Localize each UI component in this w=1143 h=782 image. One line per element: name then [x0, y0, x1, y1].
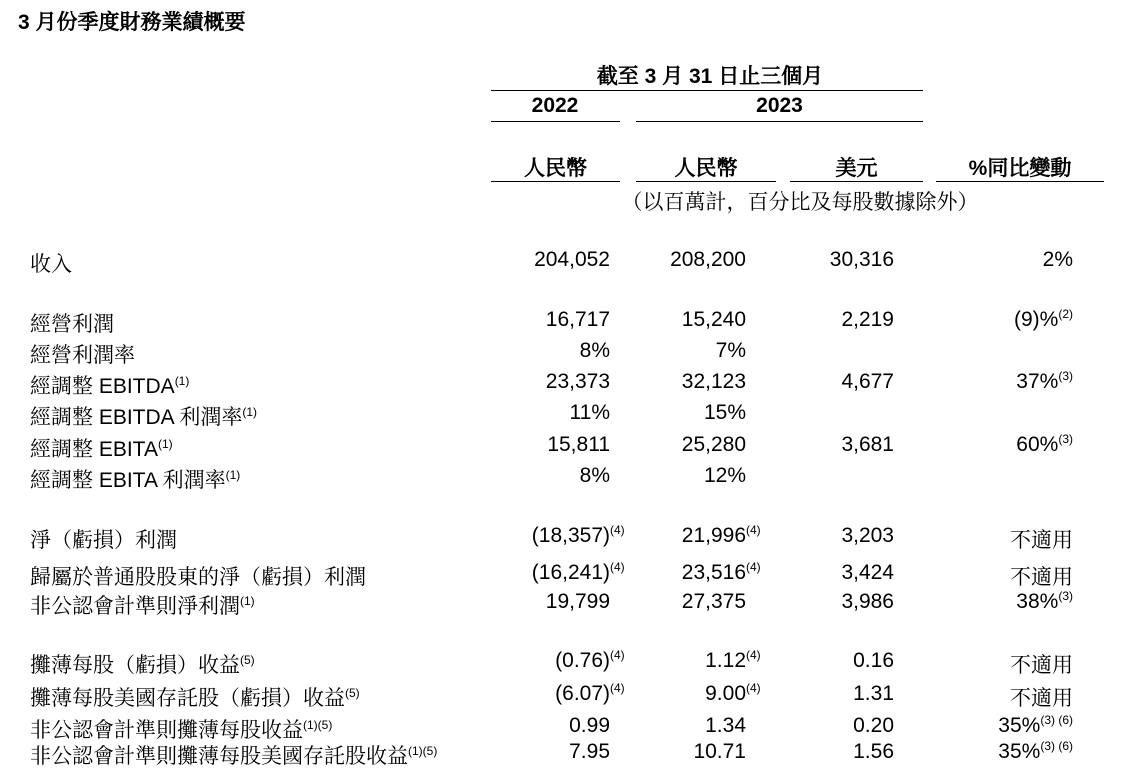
row-usd: [841, 308, 894, 332]
row-v2022-footnote: (4): [610, 648, 625, 662]
row-v2022: [580, 464, 610, 488]
row-v2022-text: 23,373: [545, 370, 610, 393]
row-label-text: 收入: [30, 253, 72, 276]
row-v2023: [670, 248, 746, 272]
row-v2022-text: 8%: [579, 339, 610, 362]
row-v2022: [580, 339, 610, 363]
col-rmb-2022-header: 人民幣: [524, 157, 587, 180]
col-usd-underline: [790, 181, 923, 182]
row-usd-text: 3,681: [841, 433, 894, 456]
col-rmb-2023-underline: [636, 181, 776, 182]
row-usd: [853, 682, 894, 706]
row-v2022: [569, 740, 610, 764]
row-v2022: [555, 682, 625, 706]
row-v2022-text: 15,811: [547, 433, 610, 456]
row-v2023: [704, 464, 746, 488]
row-label-footnote: (5): [240, 653, 255, 667]
row-yoy-text: 2%: [1042, 248, 1073, 271]
row-label-footnote: (1)(5): [303, 718, 333, 732]
row-v2022-text: 0.99: [569, 714, 610, 737]
row-yoy: [998, 714, 1073, 738]
row-v2023-footnote: (4): [746, 560, 761, 574]
row-yoy-text: 不適用: [1010, 566, 1073, 589]
row-v2022-text: 8%: [579, 464, 610, 487]
col-yoy-underline: [936, 181, 1104, 182]
row-v2023: [693, 740, 746, 764]
row-usd: [853, 714, 894, 738]
row-v2022: [546, 590, 610, 614]
row-yoy-text: 不適用: [1010, 687, 1073, 710]
row-usd-text: 0.16: [853, 649, 894, 672]
row-yoy-text: 60%: [1016, 433, 1059, 456]
row-usd: [841, 561, 894, 585]
row-v2023-text: 1.12: [705, 649, 746, 672]
row-yoy: [1010, 649, 1073, 679]
year-2022-underline: [491, 121, 620, 122]
row-v2022-text: (0.76): [555, 649, 610, 672]
row-yoy-footnote: (3) (6): [1040, 713, 1073, 727]
row-label-footnote: (1): [242, 405, 258, 419]
row-label-text: 經調整 EBITA: [30, 438, 158, 461]
row-v2022-text: (6.07): [555, 682, 610, 705]
row-v2023: [682, 433, 746, 457]
row-v2023-text: 7%: [715, 339, 746, 362]
row-usd-text: 1.31: [853, 682, 894, 705]
row-usd: [841, 433, 894, 457]
row-v2022: [532, 524, 625, 548]
row-label: [30, 524, 177, 554]
row-label: [30, 308, 114, 338]
row-v2023-text: 12%: [703, 464, 746, 487]
row-yoy-text: 35%: [998, 714, 1041, 737]
row-v2022-text: 7.95: [569, 740, 610, 763]
row-label: [30, 649, 255, 679]
row-v2022-text: (16,241): [531, 561, 610, 584]
row-label-text: 歸屬於普通股股東的淨（虧損）利潤: [30, 566, 366, 589]
page-title: 3 月份季度財務業績概要: [18, 11, 246, 34]
row-v2023-text: 15%: [703, 401, 746, 424]
row-yoy-text: 不適用: [1010, 654, 1073, 677]
row-v2023-text: 32,123: [681, 370, 746, 393]
row-v2022-text: 11%: [569, 401, 610, 424]
row-yoy: [1010, 561, 1073, 591]
row-label-footnote: (1)(5): [408, 744, 438, 758]
row-yoy: [1016, 590, 1073, 614]
row-label: [30, 339, 135, 369]
row-usd-text: 30,316: [829, 248, 894, 271]
row-v2023: [682, 370, 746, 394]
row-usd: [841, 370, 894, 394]
row-label: [30, 248, 72, 278]
row-v2023-text: 27,375: [681, 590, 746, 613]
row-label-text: 經調整 EBITDA: [30, 375, 175, 398]
row-label-text: 淨（虧損）利潤: [30, 529, 177, 552]
col-yoy-header: %同比變動: [968, 157, 1072, 180]
row-usd-text: 4,677: [841, 370, 894, 393]
row-v2023: [704, 401, 746, 425]
row-yoy-footnote: (3): [1058, 432, 1073, 446]
row-v2023-text: 208,200: [670, 248, 746, 271]
year-2022-header: 2022: [531, 94, 579, 117]
row-label-footnote: (1): [174, 374, 190, 388]
row-label: [30, 682, 360, 712]
row-v2023-text: 23,516: [681, 561, 746, 584]
row-label: [30, 740, 437, 770]
row-usd-text: 3,986: [841, 590, 894, 613]
row-v2022-text: 16,717: [545, 308, 610, 331]
row-v2022: [546, 308, 610, 332]
row-v2022-footnote: (4): [610, 681, 625, 695]
period-underline: [491, 90, 923, 91]
row-v2022: [534, 248, 610, 272]
row-label-text: 經調整 EBITDA 利潤率: [30, 406, 243, 429]
row-v2023-footnote: (4): [746, 523, 761, 537]
row-yoy-text: 不適用: [1010, 529, 1073, 552]
row-v2022: [532, 561, 625, 585]
row-yoy: [1014, 308, 1073, 332]
row-v2022: [546, 370, 610, 394]
row-yoy-footnote: (3): [1058, 369, 1073, 383]
row-yoy-text: (9)%: [1013, 308, 1059, 331]
row-v2023-text: 15,240: [681, 308, 746, 331]
row-v2022: [547, 433, 610, 457]
row-v2023-text: 1.34: [705, 714, 746, 737]
row-yoy: [1016, 370, 1073, 394]
row-v2022-text: 19,799: [545, 590, 610, 613]
row-label: [30, 433, 173, 463]
row-yoy-footnote: (3): [1058, 589, 1073, 603]
row-v2022: [555, 649, 625, 673]
row-v2022: [569, 714, 610, 738]
row-yoy-footnote: (2): [1058, 307, 1073, 321]
row-usd: [853, 649, 894, 673]
row-v2023-text: 9.00: [705, 682, 746, 705]
row-yoy: [998, 740, 1073, 764]
row-v2022-footnote: (4): [610, 523, 625, 537]
year-2023-header: 2023: [756, 94, 803, 117]
row-v2023: [705, 649, 761, 673]
row-yoy-footnote: (3) (6): [1040, 739, 1073, 753]
col-rmb-2023-header: 人民幣: [674, 157, 738, 180]
row-v2022-footnote: (4): [610, 560, 625, 574]
row-label: [30, 590, 255, 620]
row-yoy-text: 37%: [1016, 370, 1059, 393]
row-label: [30, 401, 257, 431]
row-v2023: [682, 590, 746, 614]
row-v2022-text: 204,052: [534, 248, 610, 271]
row-label-text: 經調整 EBITA 利潤率: [30, 469, 226, 492]
row-yoy: [1043, 248, 1073, 272]
row-v2023: [705, 714, 746, 738]
row-label: [30, 464, 240, 494]
row-v2023-text: 10.71: [693, 740, 746, 763]
row-v2023-text: 21,996: [681, 524, 746, 547]
col-usd-header: 美元: [835, 157, 878, 180]
row-label-footnote: (5): [345, 686, 360, 700]
row-label-text: 非公認會計準則淨利潤: [30, 595, 240, 618]
row-label-footnote: (1): [225, 468, 241, 482]
year-2023-underline: [636, 121, 923, 122]
row-v2022: [570, 401, 610, 425]
row-usd: [853, 740, 894, 764]
row-yoy-text: 35%: [998, 740, 1041, 763]
row-usd: [841, 524, 894, 548]
row-yoy: [1010, 524, 1073, 554]
row-label-text: 非公認會計準則攤薄每股美國存託股收益: [30, 745, 408, 768]
row-usd: [830, 248, 894, 272]
row-yoy: [1010, 682, 1073, 712]
row-yoy: [1016, 433, 1073, 457]
row-v2022-text: (18,357): [531, 524, 610, 547]
row-yoy-text: 38%: [1016, 590, 1059, 613]
row-label-text: 攤薄每股美國存託股（虧損）收益: [30, 687, 345, 710]
row-label-text: 經營利潤: [30, 313, 114, 336]
row-label-text: 攤薄每股（虧損）收益: [30, 654, 240, 677]
row-label: [30, 370, 189, 400]
row-usd-text: 0.20: [853, 714, 894, 737]
row-v2023-footnote: (4): [746, 648, 761, 662]
row-label: [30, 561, 366, 591]
row-label-text: 經營利潤率: [30, 344, 135, 367]
row-usd: [841, 590, 894, 614]
row-usd-text: 2,219: [841, 308, 894, 331]
row-v2023: [682, 524, 761, 548]
row-v2023: [682, 561, 761, 585]
col-rmb-2022-underline: [491, 181, 620, 182]
row-v2023: [705, 682, 761, 706]
row-v2023: [682, 308, 746, 332]
row-label-text: 非公認會計準則攤薄每股收益: [30, 719, 303, 742]
row-v2023-text: 25,280: [681, 433, 746, 456]
row-usd-text: 3,424: [841, 561, 894, 584]
row-usd-text: 1.56: [853, 740, 894, 763]
unit-note: （以百萬計，百分比及每股數據除外）: [621, 191, 979, 214]
row-usd-text: 3,203: [841, 524, 894, 547]
period-header: 截至 3 月 31 日止三個月: [596, 65, 824, 88]
row-v2023: [716, 339, 746, 363]
row-label-footnote: (1): [240, 594, 255, 608]
row-v2023-footnote: (4): [746, 681, 761, 695]
row-label-footnote: (1): [157, 437, 173, 451]
